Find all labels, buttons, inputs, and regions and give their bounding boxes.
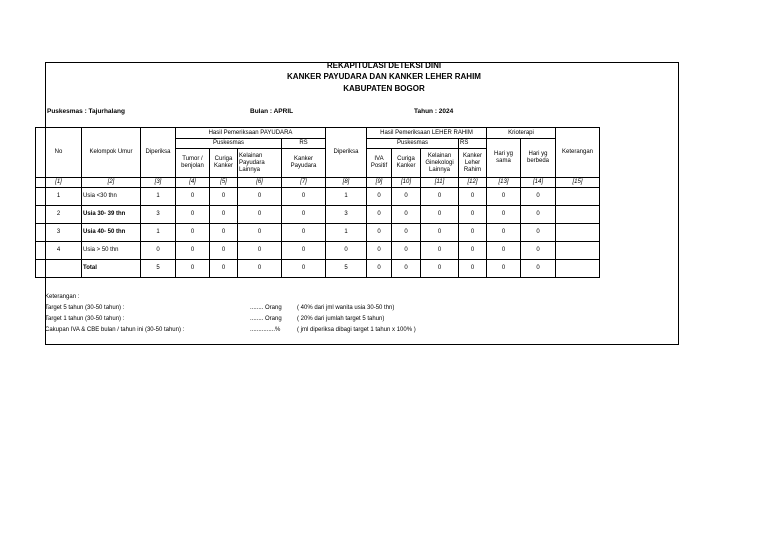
col-number: [14] bbox=[521, 178, 556, 188]
header-diperiksa-payudara: Diperiksa bbox=[141, 128, 176, 178]
col-number: [11] bbox=[421, 178, 459, 188]
cell: 0 bbox=[392, 224, 421, 242]
cell: 0 bbox=[392, 206, 421, 224]
col-number: [15] bbox=[556, 178, 600, 188]
col-number: [9] bbox=[367, 178, 392, 188]
cell: 1 bbox=[326, 224, 367, 242]
cell: 0 bbox=[459, 188, 487, 206]
cell: 0 bbox=[459, 242, 487, 260]
cell: 0 bbox=[282, 188, 326, 206]
cell: 0 bbox=[326, 242, 367, 260]
cell: 0 bbox=[176, 206, 210, 224]
cell: 0 bbox=[421, 188, 459, 206]
col-number: [5] bbox=[210, 178, 238, 188]
note-desc: ( 20% dari jumlah target 5 tahun) bbox=[297, 316, 385, 322]
cell: 0 bbox=[459, 206, 487, 224]
cell: 0 bbox=[392, 242, 421, 260]
cell: 0 bbox=[238, 206, 282, 224]
cell: 1 bbox=[141, 224, 176, 242]
col-number: [13] bbox=[487, 178, 521, 188]
rekap-table bbox=[35, 127, 600, 278]
cell: 0 bbox=[238, 224, 282, 242]
bulan-label: Bulan : APRIL bbox=[250, 108, 294, 115]
cell: 0 bbox=[367, 188, 392, 206]
cell: 0 bbox=[282, 260, 326, 278]
header-curiga-kanker-leher-rahim: Curiga Kanker bbox=[392, 149, 421, 178]
cell: 0 bbox=[421, 206, 459, 224]
cell: 0 bbox=[487, 260, 521, 278]
cell: 0 bbox=[210, 242, 238, 260]
cell: Usia <30 thn bbox=[82, 188, 141, 206]
cell: 0 bbox=[176, 224, 210, 242]
cell: 0 bbox=[210, 188, 238, 206]
cell: 0 bbox=[210, 224, 238, 242]
cell: 5 bbox=[141, 260, 176, 278]
table-row bbox=[36, 188, 600, 206]
cell: 0 bbox=[521, 206, 556, 224]
cell: 0 bbox=[521, 260, 556, 278]
puskesmas-label: Puskesmas : Tajurhalang bbox=[47, 108, 125, 115]
cell: 0 bbox=[421, 224, 459, 242]
cell: 0 bbox=[141, 242, 176, 260]
header-hari-sama: Hari yg sama bbox=[487, 139, 521, 178]
col-number: [2] bbox=[82, 178, 141, 188]
note-blank: ........ Orang bbox=[250, 305, 282, 311]
note-label: Target 5 tahun (30-50 tahun) : bbox=[45, 305, 125, 311]
header-kelainan-ginekologi: Kelainan Ginekologi Lainnya bbox=[421, 149, 459, 178]
cell: 0 bbox=[238, 188, 282, 206]
report-title-line-3: KABUPATEN BOGOR bbox=[343, 84, 425, 93]
cell: 0 bbox=[367, 260, 392, 278]
note-blank: ........ Orang bbox=[250, 316, 282, 322]
header-iva-positif: IVA Positif bbox=[367, 149, 392, 178]
col-number: [1] bbox=[36, 178, 82, 188]
header-tumor-benjolan: Tumor / benjolan bbox=[176, 149, 210, 178]
header-kelompok-umur: Kelompok Umur bbox=[82, 128, 141, 178]
cell: 0 bbox=[487, 224, 521, 242]
cell: 0 bbox=[176, 260, 210, 278]
col-number: [12] bbox=[459, 178, 487, 188]
report-title-line-2: KANKER PAYUDARA DAN KANKER LEHER RAHIM bbox=[287, 72, 481, 81]
cell: 5 bbox=[326, 260, 367, 278]
report-title-line-1: REKAPITULASI DETEKSI DINI bbox=[326, 61, 442, 70]
table-row bbox=[36, 206, 600, 224]
cell bbox=[36, 260, 82, 278]
header-row-1 bbox=[36, 128, 600, 139]
cell: 0 bbox=[282, 224, 326, 242]
total-label: Total bbox=[82, 260, 141, 278]
col-number: [7] bbox=[282, 178, 326, 188]
tahun-label: Tahun : 2024 bbox=[414, 108, 454, 115]
cell: 3 bbox=[326, 206, 367, 224]
cell bbox=[556, 224, 600, 242]
col-number: [10] bbox=[392, 178, 421, 188]
cell bbox=[556, 242, 600, 260]
cell: 0 bbox=[282, 206, 326, 224]
cell: 1 bbox=[141, 188, 176, 206]
header-rs-leher-rahim: RS bbox=[459, 139, 487, 149]
col-number: [8] bbox=[326, 178, 367, 188]
cell: 3 bbox=[141, 206, 176, 224]
cell: 4 bbox=[36, 242, 82, 260]
cell: 1 bbox=[326, 188, 367, 206]
header-krioterapi: Krioterapi bbox=[487, 128, 556, 139]
cell bbox=[556, 206, 600, 224]
column-number-row bbox=[36, 178, 600, 188]
header-rs-payudara: RS bbox=[282, 139, 326, 149]
note-label: Target 1 tahun (30-50 tahun) : bbox=[45, 316, 125, 322]
cell: 0 bbox=[459, 224, 487, 242]
note-label: Cakupan IVA & CBE bulan / tahun ini (30-50 tahun) : bbox=[45, 327, 185, 333]
cell: 0 bbox=[421, 260, 459, 278]
col-number: [4] bbox=[176, 178, 210, 188]
cell: 0 bbox=[459, 260, 487, 278]
cell bbox=[556, 260, 600, 278]
cell: 0 bbox=[487, 242, 521, 260]
cell: 3 bbox=[36, 224, 82, 242]
note-desc: ( jml diperiksa dibagi target 1 tahun x 100% ) bbox=[297, 327, 416, 333]
col-number: [3] bbox=[141, 178, 176, 188]
cell: Usia 30- 39 thn bbox=[82, 206, 141, 224]
header-curiga-kanker-payudara: Curiga Kanker bbox=[210, 149, 238, 178]
header-kanker-payudara: Kanker Payudara bbox=[282, 149, 326, 178]
header-keterangan: Keterangan bbox=[556, 128, 600, 178]
cell: 0 bbox=[392, 188, 421, 206]
header-kelainan-payudara: Kelainan Payudara Lainnya bbox=[238, 149, 282, 178]
header-hari-berbeda: Hari yg berbeda bbox=[521, 139, 556, 178]
cell: 0 bbox=[521, 242, 556, 260]
cell: 0 bbox=[176, 188, 210, 206]
cell: 2 bbox=[36, 206, 82, 224]
header-puskesmas-leher-rahim: Puskesmas bbox=[367, 139, 459, 149]
col-number: [6] bbox=[238, 178, 282, 188]
header-puskesmas-payudara: Puskesmas bbox=[176, 139, 282, 149]
header-diperiksa-leher-rahim: Diperiksa bbox=[326, 128, 367, 178]
header-hasil-leher-rahim: Hasil Pemeriksaan LEHER RAHIM bbox=[367, 128, 487, 139]
notes-heading: Keterangan : bbox=[45, 294, 80, 300]
cell: 0 bbox=[521, 188, 556, 206]
cell: 0 bbox=[521, 224, 556, 242]
table-row bbox=[36, 224, 600, 242]
table-row bbox=[36, 242, 600, 260]
cell: 0 bbox=[487, 206, 521, 224]
cell: 0 bbox=[238, 260, 282, 278]
cell: Usia 40- 50 thn bbox=[82, 224, 141, 242]
cell: 0 bbox=[282, 242, 326, 260]
cell: 1 bbox=[36, 188, 82, 206]
cell: 0 bbox=[210, 260, 238, 278]
cell: 0 bbox=[367, 206, 392, 224]
cell bbox=[556, 188, 600, 206]
note-blank: ...............% bbox=[250, 327, 281, 333]
cell: Usia > 50 thn bbox=[82, 242, 141, 260]
cell: 0 bbox=[367, 242, 392, 260]
cell: 0 bbox=[421, 242, 459, 260]
note-desc: ( 40% dari jml wanita usia 30-50 thn) bbox=[297, 305, 395, 311]
header-hasil-payudara: Hasil Pemeriksaan PAYUDARA bbox=[176, 128, 326, 139]
cell: 0 bbox=[238, 242, 282, 260]
header-no: No bbox=[36, 128, 82, 178]
cell: 0 bbox=[210, 206, 238, 224]
cell: 0 bbox=[176, 242, 210, 260]
cell: 0 bbox=[392, 260, 421, 278]
cell: 0 bbox=[367, 224, 392, 242]
cell: 0 bbox=[487, 188, 521, 206]
total-row bbox=[36, 260, 600, 278]
header-kanker-leher-rahim: Kanker Leher Rahim bbox=[459, 149, 487, 178]
